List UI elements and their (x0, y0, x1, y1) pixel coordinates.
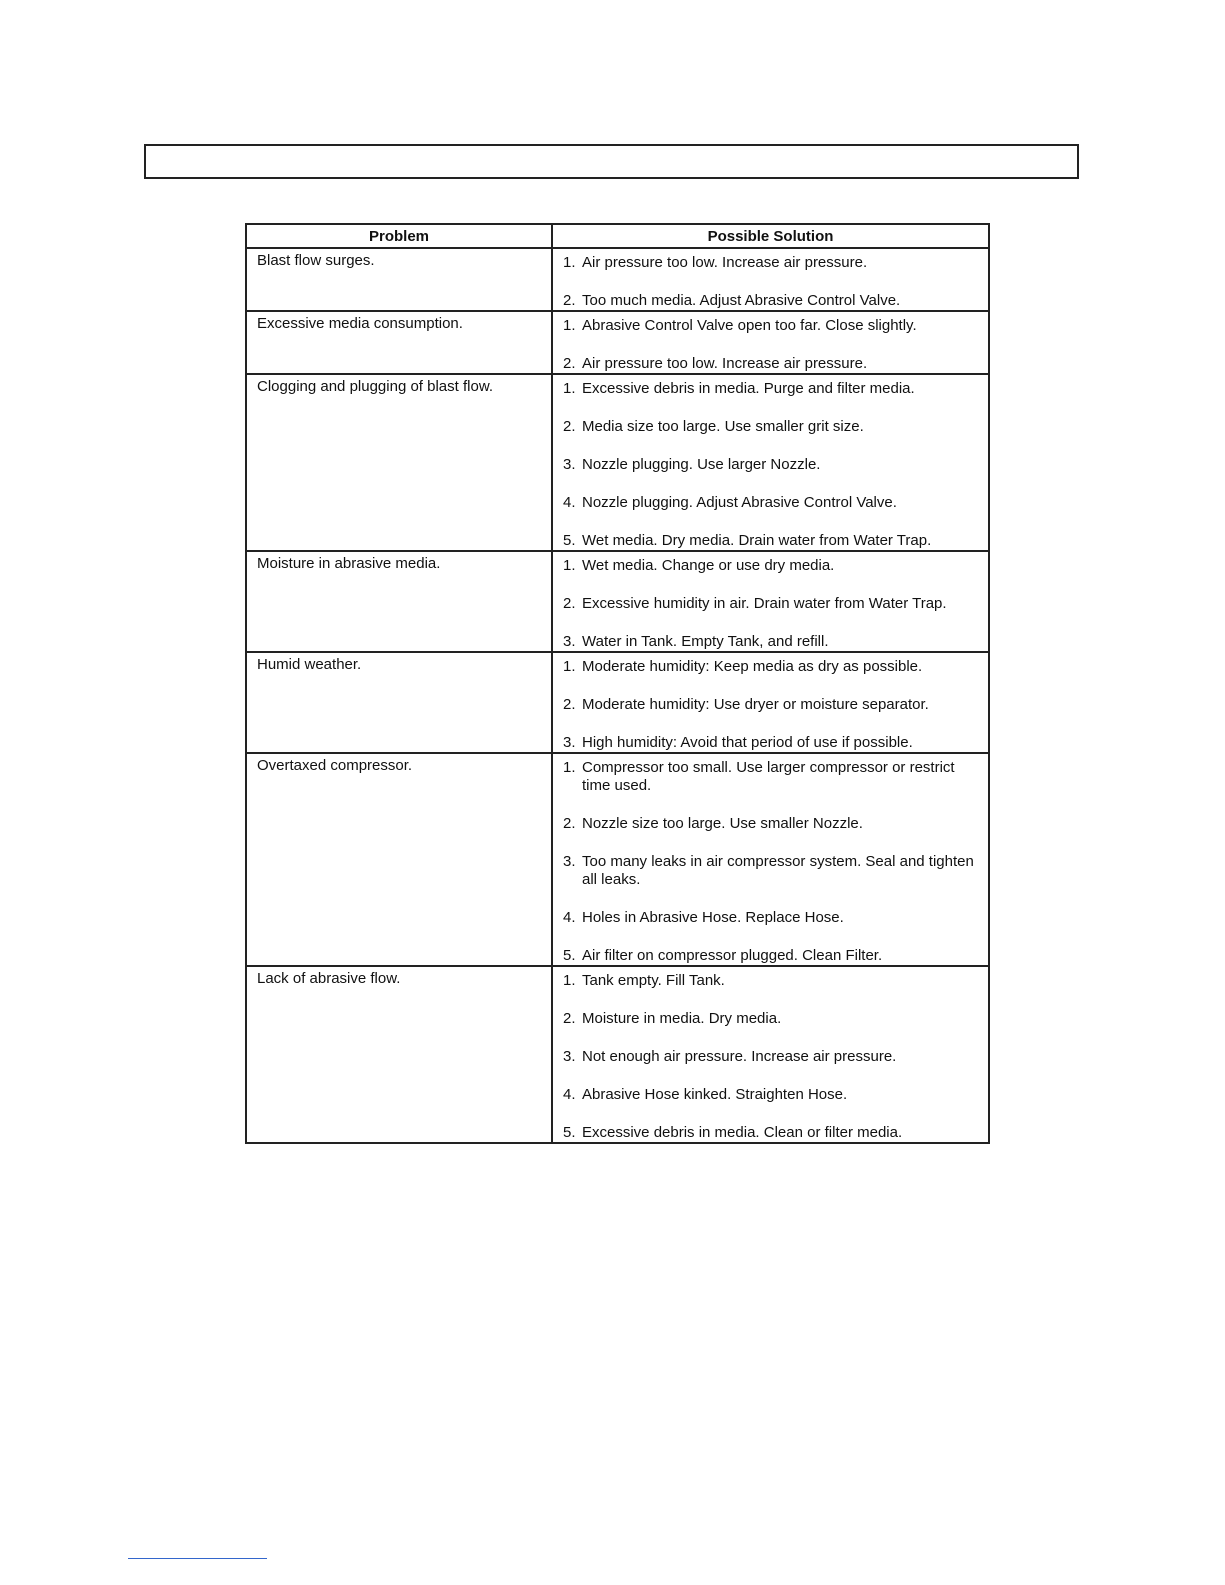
solution-item (563, 633, 976, 651)
solution-item (563, 1010, 976, 1028)
solution-number: 2. (563, 815, 576, 832)
solution-text: Moisture in media. Dry media. (582, 1010, 782, 1027)
table-row (246, 374, 989, 551)
solution-number: 4. (563, 1086, 576, 1103)
solution-number: 3. (563, 734, 576, 751)
solution-item (563, 972, 976, 990)
solution-text: Abrasive Hose kinked. Straighten Hose. (582, 1086, 848, 1103)
solution-item (563, 1086, 976, 1104)
solution-text: Tank empty. Fill Tank. (582, 972, 725, 989)
problem-column-header: Problem (246, 224, 552, 248)
solution-number: 5. (563, 1124, 576, 1141)
solution-text: Holes in Abrasive Hose. Replace Hose. (582, 909, 844, 926)
solution-list (563, 759, 976, 965)
solution-column-header: Possible Solution (552, 224, 989, 248)
solution-number: 1. (563, 759, 576, 776)
solution-list (563, 972, 976, 1142)
solution-text: Wet media. Change or use dry media. (582, 557, 835, 574)
solution-item (563, 909, 976, 927)
troubleshooting-table-container (245, 223, 990, 1144)
solution-text: Excessive humidity in air. Drain water from Water Trap. (582, 595, 947, 612)
solution-item (563, 696, 976, 714)
solution-number: 2. (563, 1010, 576, 1027)
solution-text: Nozzle plugging. Adjust Abrasive Control Valve. (582, 494, 897, 511)
table-row (246, 753, 989, 966)
solution-number: 3. (563, 456, 576, 473)
solution-text: Nozzle size too large. Use smaller Nozzle. (582, 815, 863, 832)
solution-item (563, 317, 976, 335)
solution-number: 3. (563, 853, 576, 870)
solution-text: Too much media. Adjust Abrasive Control Valve. (582, 292, 901, 309)
solution-item (563, 1048, 976, 1066)
solution-number: 1. (563, 380, 576, 397)
problem-cell: Overtaxed compressor. (246, 753, 552, 966)
problem-cell: Clogging and plugging of blast flow. (246, 374, 552, 551)
problem-cell: Humid weather. (246, 652, 552, 753)
solution-text: Not enough air pressure. Increase air pressure. (582, 1048, 897, 1065)
solution-item (563, 595, 976, 613)
solution-text: Excessive debris in media. Clean or filter media. (582, 1124, 903, 1141)
solution-number: 2. (563, 595, 576, 612)
solution-list (563, 557, 976, 651)
solution-number: 1. (563, 317, 576, 334)
solutions-cell (552, 248, 989, 311)
troubleshooting-table (245, 223, 990, 1144)
solution-text: Nozzle plugging. Use larger Nozzle. (582, 456, 821, 473)
solutions-cell (552, 311, 989, 374)
solution-number: 1. (563, 557, 576, 574)
solutions-cell (552, 551, 989, 652)
solution-list (563, 254, 976, 310)
solution-item (563, 418, 976, 436)
solution-item (563, 947, 976, 965)
solution-item (563, 380, 976, 398)
solution-number: 1. (563, 972, 576, 989)
solutions-cell (552, 652, 989, 753)
solution-text: High humidity: Avoid that period of use if possible. (582, 734, 913, 751)
solution-item (563, 532, 976, 550)
solution-number: 5. (563, 532, 576, 549)
solution-list (563, 658, 976, 752)
section-title-box (144, 144, 1079, 179)
solution-text: Abrasive Control Valve open too far. Close slightly. (582, 317, 917, 334)
solution-text: Air filter on compressor plugged. Clean Filter. (582, 947, 883, 964)
solution-text: Too many leaks in air compressor system. Seal and tighten all leaks. (582, 853, 974, 888)
solution-number: 3. (563, 1048, 576, 1065)
table-row (246, 311, 989, 374)
problem-cell: Moisture in abrasive media. (246, 551, 552, 652)
solution-list (563, 380, 976, 550)
table-row (246, 652, 989, 753)
solution-text: Wet media. Dry media. Drain water from Water Trap. (582, 532, 932, 549)
solution-item (563, 759, 976, 795)
solution-text: Compressor too small. Use larger compressor or restrict time used. (582, 759, 955, 794)
solution-item (563, 456, 976, 474)
solution-text: Air pressure too low. Increase air pressure. (582, 254, 868, 271)
problem-cell: Lack of abrasive flow. (246, 966, 552, 1143)
solution-number: 1. (563, 658, 576, 675)
solutions-cell (552, 753, 989, 966)
solution-text: Moderate humidity: Keep media as dry as possible. (582, 658, 923, 675)
solutions-cell (552, 966, 989, 1143)
solution-item (563, 355, 976, 373)
solution-number: 2. (563, 418, 576, 435)
solution-number: 2. (563, 355, 576, 372)
solution-number: 2. (563, 292, 576, 309)
table-row (246, 248, 989, 311)
solution-number: 4. (563, 494, 576, 511)
table-body (246, 248, 989, 1143)
solutions-cell (552, 374, 989, 551)
solution-item (563, 254, 976, 272)
solution-item (563, 292, 976, 310)
solution-text: Water in Tank. Empty Tank, and refill. (582, 633, 829, 650)
footer-rule (128, 1558, 267, 1559)
table-row (246, 551, 989, 652)
solution-text: Moderate humidity: Use dryer or moisture separator. (582, 696, 929, 713)
table-header-row (246, 224, 989, 248)
solution-text: Excessive debris in media. Purge and filter media. (582, 380, 915, 397)
table-row (246, 966, 989, 1143)
solution-item (563, 815, 976, 833)
solution-item (563, 658, 976, 676)
solution-item (563, 853, 976, 889)
solution-item (563, 1124, 976, 1142)
solution-item (563, 494, 976, 512)
solution-item (563, 557, 976, 575)
solution-item (563, 734, 976, 752)
problem-cell: Blast flow surges. (246, 248, 552, 311)
solution-number: 2. (563, 696, 576, 713)
solution-text: Media size too large. Use smaller grit size. (582, 418, 864, 435)
solution-number: 3. (563, 633, 576, 650)
solution-number: 1. (563, 254, 576, 271)
solution-list (563, 317, 976, 373)
solution-text: Air pressure too low. Increase air pressure. (582, 355, 868, 372)
solution-number: 5. (563, 947, 576, 964)
solution-number: 4. (563, 909, 576, 926)
problem-cell: Excessive media consumption. (246, 311, 552, 374)
